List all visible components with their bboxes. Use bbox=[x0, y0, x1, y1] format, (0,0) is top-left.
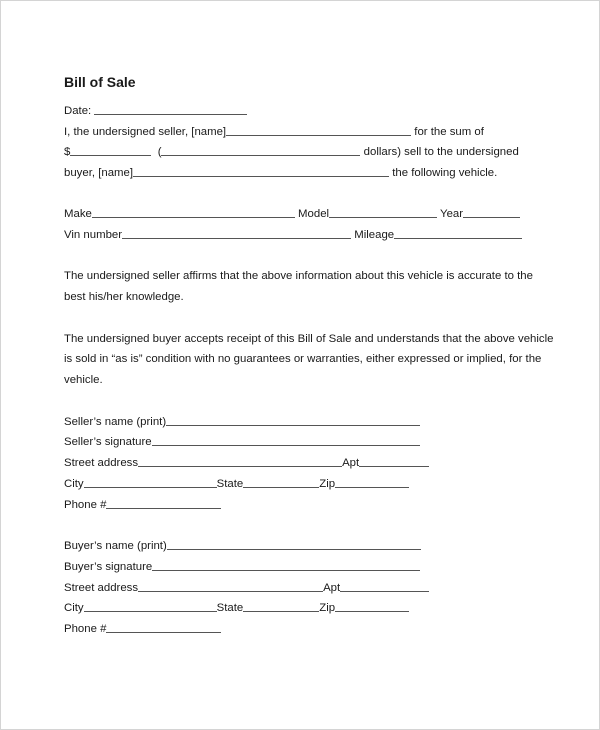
buyer-state-label: State bbox=[216, 602, 244, 615]
year-field[interactable] bbox=[463, 208, 520, 218]
buyer-city-line bbox=[64, 598, 554, 619]
year-label: Year bbox=[440, 207, 464, 220]
model-field[interactable] bbox=[329, 208, 437, 218]
buyer-street-label: Street address bbox=[64, 581, 139, 594]
seller-name-prefix: I, the undersigned seller, [name] bbox=[64, 125, 227, 138]
document-content bbox=[64, 73, 554, 640]
buyer-zip-field[interactable] bbox=[335, 602, 409, 612]
buyer-state-field[interactable] bbox=[243, 602, 319, 612]
buyer-name-field[interactable] bbox=[167, 540, 421, 550]
seller-signature-line bbox=[64, 432, 554, 453]
buyer-signature-field[interactable] bbox=[152, 561, 420, 571]
seller-city-line bbox=[64, 474, 554, 495]
mileage-label: Mileage bbox=[354, 228, 395, 241]
buyer-phone-line bbox=[64, 619, 554, 640]
dollars-open-paren: ( bbox=[157, 146, 162, 159]
following-vehicle-suffix: the following vehicle. bbox=[392, 167, 498, 180]
make-field[interactable] bbox=[92, 208, 295, 218]
buyer-zip-label: Zip bbox=[319, 602, 336, 615]
seller-signature-field[interactable] bbox=[152, 436, 420, 446]
seller-street-field[interactable] bbox=[138, 457, 342, 467]
seller-zip-label: Zip bbox=[319, 477, 336, 490]
buyer-name-label: Buyer’s name (print) bbox=[64, 540, 167, 553]
document-title: Bill of Sale bbox=[64, 74, 136, 90]
buyer-phone-field[interactable] bbox=[106, 623, 221, 633]
make-model-year-line bbox=[64, 204, 554, 225]
buyer-apt-label: Apt bbox=[323, 581, 341, 594]
buyer-phone-label: Phone # bbox=[64, 623, 107, 636]
buyer-city-field[interactable] bbox=[84, 602, 217, 612]
seller-phone-line bbox=[64, 495, 554, 516]
seller-phone-label: Phone # bbox=[64, 498, 107, 511]
seller-apt-label: Apt bbox=[342, 457, 360, 470]
seller-state-field[interactable] bbox=[243, 478, 319, 488]
seller-state-label: State bbox=[216, 477, 244, 490]
seller-phone-field[interactable] bbox=[106, 499, 221, 509]
buyer-signature-line bbox=[64, 557, 554, 578]
amount-numeric-field[interactable] bbox=[70, 146, 151, 156]
model-label: Model bbox=[298, 207, 330, 220]
seller-zip-field[interactable] bbox=[335, 478, 409, 488]
buyer-city-label: City bbox=[64, 602, 84, 615]
mileage-field[interactable] bbox=[394, 229, 522, 239]
buyer-name-prefix: buyer, [name] bbox=[64, 167, 134, 180]
seller-city-field[interactable] bbox=[84, 478, 217, 488]
seller-name-line bbox=[64, 412, 554, 433]
seller-address-line bbox=[64, 453, 554, 474]
dollar-sign: $ bbox=[64, 146, 71, 159]
dollars-suffix: dollars) sell to the undersigned bbox=[363, 146, 519, 159]
buyer-street-field[interactable] bbox=[138, 582, 323, 592]
seller-name-intro-field[interactable] bbox=[226, 126, 411, 136]
buyer-signature-label: Buyer’s signature bbox=[64, 560, 153, 573]
date-label: Date: bbox=[64, 105, 92, 117]
date-line bbox=[64, 101, 554, 122]
seller-apt-field[interactable] bbox=[359, 457, 429, 467]
seller-name-label: Seller’s name (print) bbox=[64, 415, 167, 428]
buyer-name-line bbox=[64, 536, 554, 557]
amount-words-field[interactable] bbox=[161, 146, 360, 156]
vin-label: Vin number bbox=[64, 228, 123, 241]
seller-intro-line bbox=[64, 122, 554, 143]
amount-line bbox=[64, 142, 554, 163]
vin-field[interactable] bbox=[122, 229, 351, 239]
seller-name-field[interactable] bbox=[166, 416, 420, 426]
seller-street-label: Street address bbox=[64, 457, 139, 470]
buyer-address-line bbox=[64, 578, 554, 599]
seller-affirmation-paragraph: The undersigned seller affirms that the above information about this vehicle is accurate to the best his/her knowledge. bbox=[64, 270, 533, 303]
date-field[interactable] bbox=[94, 105, 247, 115]
buyer-name-intro-field[interactable] bbox=[133, 167, 389, 177]
seller-signature-label: Seller’s signature bbox=[64, 436, 152, 449]
vin-mileage-line bbox=[64, 225, 554, 246]
make-label: Make bbox=[64, 207, 92, 220]
buyer-apt-field[interactable] bbox=[340, 582, 429, 592]
buyer-intro-line bbox=[64, 163, 554, 184]
seller-city-label: City bbox=[64, 477, 84, 490]
buyer-acceptance-paragraph: The undersigned buyer accepts receipt of this Bill of Sale and understands that the above vehicle is sold in “as is” condition with no guarantees or warranties, either expressed or implied, for the vehicle. bbox=[64, 332, 554, 387]
sum-suffix: for the sum of bbox=[414, 125, 484, 138]
